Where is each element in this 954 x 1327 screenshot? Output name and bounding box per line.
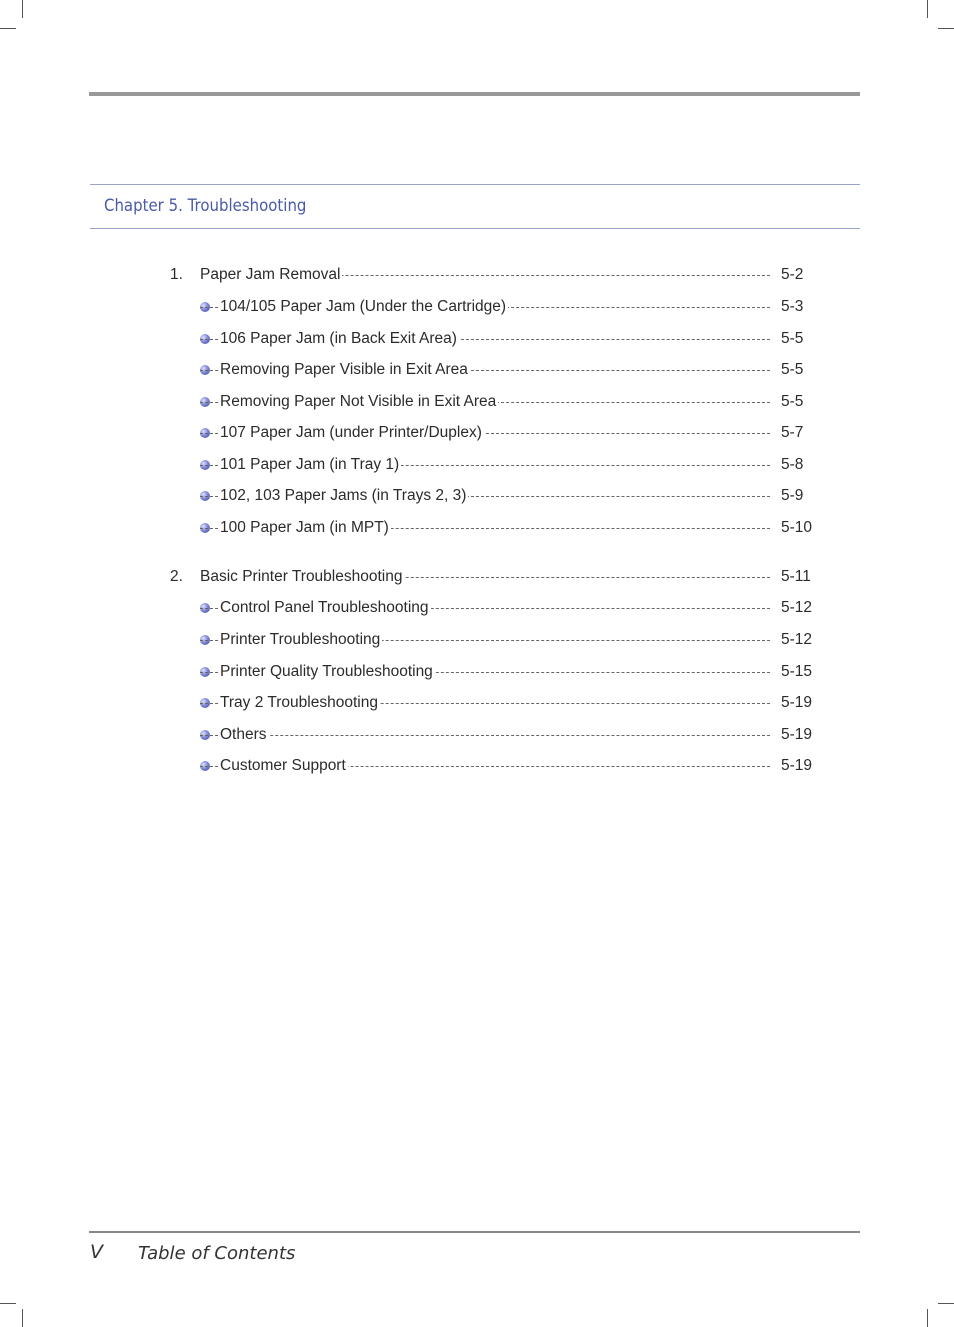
- toc-item-title: Customer Support: [220, 757, 346, 774]
- toc-item-title: 104/105 Paper Jam (Under the Cartridge): [220, 298, 507, 315]
- toc-item[interactable]: [0, 630, 954, 650]
- toc-page-number: 5-8: [781, 456, 804, 473]
- footer-page-number: V: [90, 1241, 103, 1263]
- toc-page-number: 5-12: [781, 599, 813, 616]
- toc-item[interactable]: [0, 423, 954, 443]
- toc-page-number: 5-5: [781, 361, 804, 378]
- toc-page-number: 5-5: [781, 330, 804, 347]
- toc-leader: [200, 735, 770, 736]
- toc-page-number: 5-12: [781, 631, 813, 648]
- toc-section-2[interactable]: [0, 567, 954, 587]
- toc-item[interactable]: [0, 693, 954, 713]
- toc-item[interactable]: [0, 329, 954, 349]
- crop-mark: [938, 1303, 954, 1304]
- toc-item[interactable]: [0, 486, 954, 506]
- toc-item-title: Removing Paper Not Visible in Exit Area: [220, 393, 497, 410]
- toc-item-title: 101 Paper Jam (in Tray 1): [220, 456, 400, 473]
- toc-section-title: Paper Jam Removal: [200, 266, 341, 283]
- toc-item-title: Control Panel Troubleshooting: [220, 599, 429, 616]
- toc-page-number: 5-10: [781, 519, 813, 536]
- toc-item-title: Removing Paper Visible in Exit Area: [220, 361, 468, 378]
- toc-section-1[interactable]: [0, 265, 954, 285]
- toc-item[interactable]: [0, 455, 954, 475]
- crop-mark: [938, 28, 954, 29]
- toc-section-number: 2.: [170, 568, 183, 585]
- toc-item[interactable]: [0, 756, 954, 776]
- chapter-header: [90, 184, 860, 229]
- toc-item-title: Tray 2 Troubleshooting: [220, 694, 378, 711]
- footer-rule: [89, 1231, 860, 1233]
- toc-page-number: 5-11: [781, 568, 811, 585]
- toc-item[interactable]: [0, 725, 954, 745]
- toc-page-number: 5-7: [781, 424, 804, 441]
- toc-page-number: 5-3: [781, 298, 804, 315]
- toc-item-title: 102, 103 Paper Jams (in Trays 2, 3): [220, 487, 467, 504]
- toc-item-title: Printer Troubleshooting: [220, 631, 381, 648]
- toc-item[interactable]: [0, 392, 954, 412]
- toc-page-number: 5-2: [781, 266, 804, 283]
- toc-page-number: 5-5: [781, 393, 804, 410]
- footer-title: Table of Contents: [138, 1243, 296, 1264]
- crop-mark: [0, 1303, 16, 1304]
- toc-item-title: Printer Quality Troubleshooting: [220, 663, 433, 680]
- crop-mark: [22, 0, 23, 18]
- crop-mark: [22, 1309, 23, 1327]
- toc-item[interactable]: [0, 662, 954, 682]
- crop-mark: [0, 28, 16, 29]
- toc-item-title: 107 Paper Jam (under Printer/Duplex): [220, 424, 482, 441]
- toc-item[interactable]: [0, 598, 954, 618]
- toc-item[interactable]: [0, 297, 954, 317]
- toc-page-number: 5-15: [781, 663, 813, 680]
- toc-section-number: 1.: [170, 266, 183, 283]
- crop-mark: [927, 0, 928, 18]
- toc-item[interactable]: [0, 360, 954, 380]
- toc-item[interactable]: [0, 518, 954, 538]
- toc-item-title: 100 Paper Jam (in MPT): [220, 519, 389, 536]
- toc-page-number: 5-9: [781, 487, 804, 504]
- crop-mark: [927, 1309, 928, 1327]
- toc-section-title: Basic Printer Troubleshooting: [200, 568, 403, 585]
- toc-page-number: 5-19: [781, 694, 813, 711]
- toc-page-number: 5-19: [781, 757, 813, 774]
- toc-item-title: 106 Paper Jam (in Back Exit Area): [220, 330, 457, 347]
- toc-item-title: Others: [220, 726, 267, 743]
- toc-page-number: 5-19: [781, 726, 813, 743]
- header-rule: [89, 92, 860, 96]
- chapter-title: Chapter 5. Troubleshooting: [104, 196, 307, 216]
